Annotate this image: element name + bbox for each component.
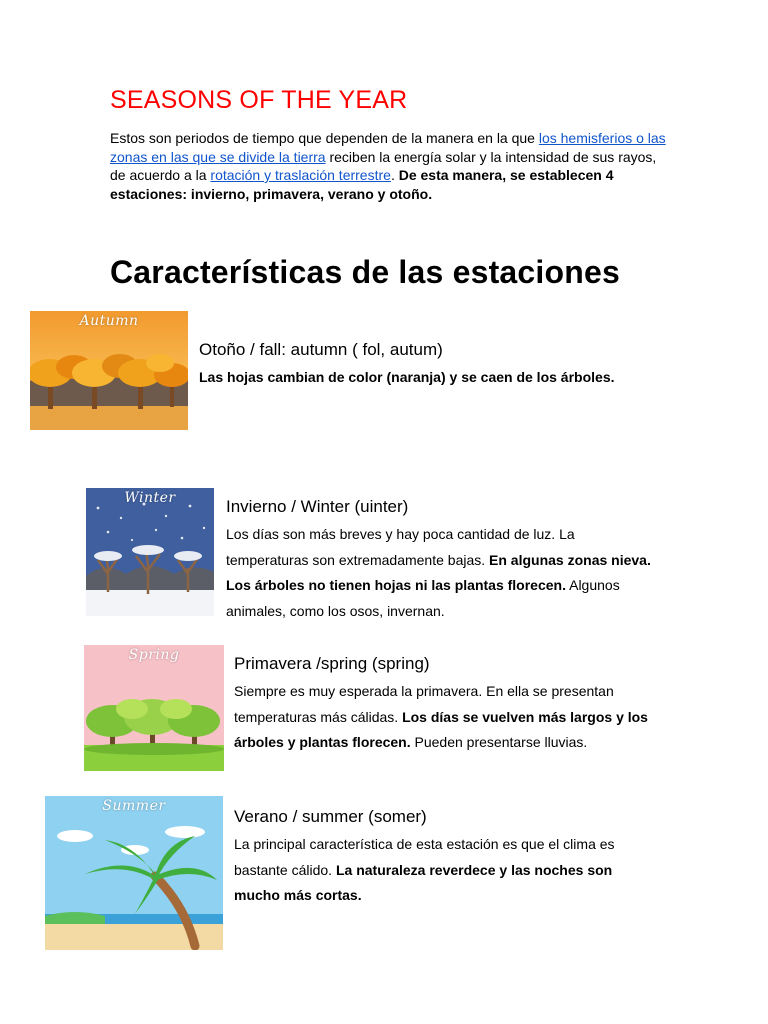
spring-text-1: Siempre es muy esperada la primavera. En ella se presentan temperaturas más cálidas. [234,683,614,725]
spring-bold-text: Los días se vuelven más largos y los árboles y plantas florecen. [234,708,648,750]
spring-title: Primavera /spring (spring) [234,654,430,673]
winter-bold-text: En algunas zonas nieva. Los árboles no tienen hojas ni las plantas florecen. [226,551,651,593]
winter-text-2: Algunos animales, como los osos, invernan. [226,577,620,619]
autumn-title: Otoño / fall: autumn ( fol, autum) [199,340,443,359]
intro-text-2: reciben la energía solar y la intensidad de sus rayos, de acuerdo a la [110,148,657,183]
autumn-image [30,311,188,430]
hemispheres-link[interactable]: los hemisferios o las zonas en las que se divide la tierra [110,130,666,165]
spring-image-label: Spring [128,647,180,663]
winter-text-1: Los días son más breves y hay poca cantidad de luz. La temperaturas son extremadamente bajas. [226,526,575,568]
summer-title: Verano / summer (somer) [234,807,427,826]
autumn-image-label: Autumn [79,313,139,329]
winter-image-label: Winter [124,490,176,506]
summer-image [45,796,223,950]
page-title: SEASONS OF THE YEAR [110,86,408,114]
autumn-bold-text: Las hojas cambian de color (naranja) y se caen de los árboles. [199,369,615,385]
intro-text-1: Estos son periodos de tiempo que dependen de la manera en la que [110,130,539,146]
spring-image [84,645,224,771]
section-heading: Características de las estaciones [110,254,621,290]
spring-description [234,679,659,756]
intro-text-3: . [390,167,399,183]
spring-text-2: Pueden presentarse lluvias. [410,734,588,750]
summer-text-1: La principal característica de esta estación es que el clima es bastante cálido. [234,836,615,878]
summer-image-label: Summer [102,798,166,814]
summer-description [234,832,659,909]
winter-title: Invierno / Winter (uinter) [226,497,409,516]
autumn-description [199,365,619,391]
rotation-link[interactable]: rotación y traslación terrestre [210,167,391,183]
summer-bold-text: La naturaleza reverdece y las noches son mucho más cortas. [234,861,613,903]
winter-description [226,522,656,624]
intro-paragraph [110,129,670,203]
intro-bold: De esta manera, se establecen 4 estaciones: invierno, primavera, verano y otoño. [110,167,614,202]
winter-image [86,488,214,616]
